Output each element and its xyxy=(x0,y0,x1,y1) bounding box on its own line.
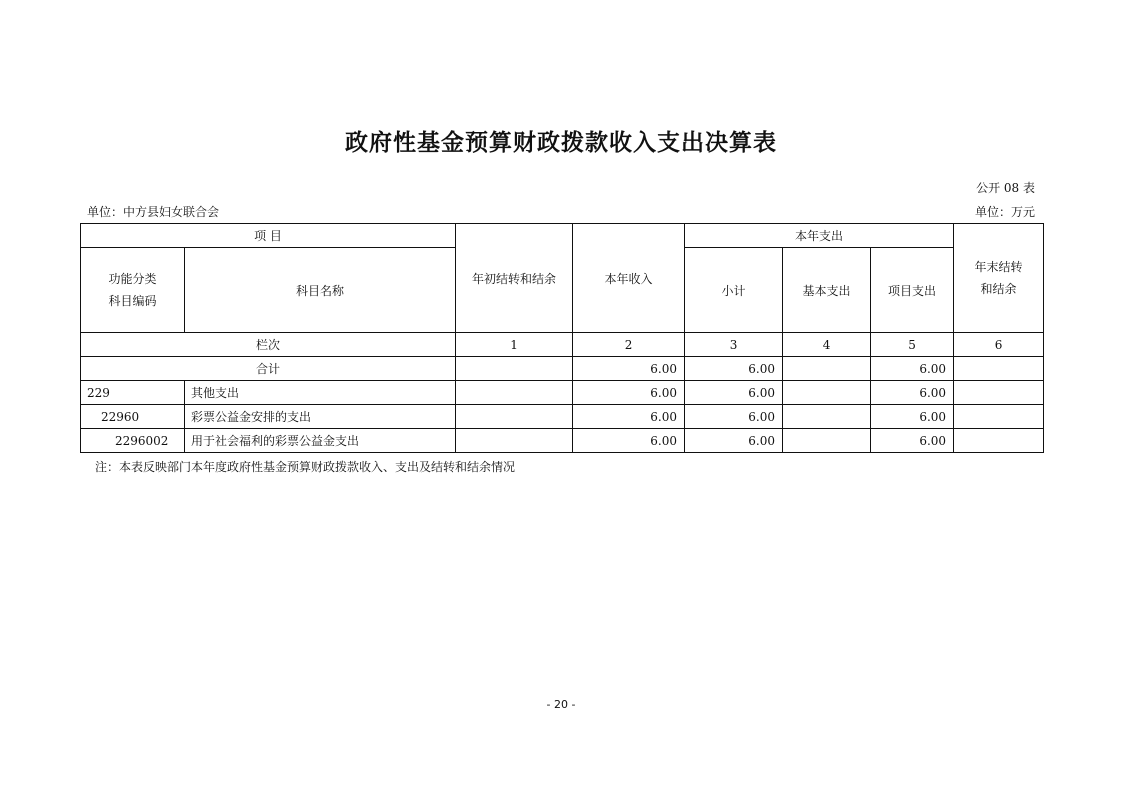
col-num-4: 4 xyxy=(783,333,871,357)
form-number: 公开 08 表 xyxy=(976,181,1035,195)
currency-unit: 单位：万元 xyxy=(974,205,1035,219)
row-opening xyxy=(456,429,573,453)
header-opening-balance: 年初结转和结余 xyxy=(456,224,573,333)
table-row xyxy=(81,429,1044,453)
row-name: 其他支出 xyxy=(185,381,456,405)
header-project: 项 目 xyxy=(81,224,456,248)
row-project: 6.00 xyxy=(871,405,954,429)
row-code: 2296002 xyxy=(81,429,185,453)
total-label: 合计 xyxy=(81,357,456,381)
column-number-row xyxy=(81,333,1044,357)
header-closing-balance-line2: 和结余 xyxy=(980,282,1017,296)
header-basic: 基本支出 xyxy=(783,248,871,333)
reporting-unit: 单位：中方县妇女联合会 xyxy=(87,205,220,219)
row-code: 229 xyxy=(81,381,185,405)
page-number: - 20 - xyxy=(546,698,576,711)
col-num-6: 6 xyxy=(954,333,1044,357)
budget-table xyxy=(80,223,1044,453)
row-basic xyxy=(783,429,871,453)
header-subject-name: 科目名称 xyxy=(185,248,456,333)
header-func-code xyxy=(81,248,185,333)
total-closing xyxy=(954,357,1044,381)
total-opening xyxy=(456,357,573,381)
col-num-3: 3 xyxy=(685,333,783,357)
row-income: 6.00 xyxy=(573,429,685,453)
page-title: 政府性基金预算财政拨款收入支出决算表 xyxy=(345,130,777,156)
total-income: 6.00 xyxy=(573,357,685,381)
row-name: 彩票公益金安排的支出 xyxy=(185,405,456,429)
row-name: 用于社会福利的彩票公益金支出 xyxy=(185,429,456,453)
header-closing-balance-line1: 年末结转 xyxy=(974,260,1023,274)
col-num-5: 5 xyxy=(871,333,954,357)
header-subtotal: 小计 xyxy=(685,248,783,333)
header-project-expense: 项目支出 xyxy=(871,248,954,333)
row-subtotal: 6.00 xyxy=(685,405,783,429)
header-expense: 本年支出 xyxy=(685,224,954,248)
row-opening xyxy=(456,381,573,405)
col-num-1: 1 xyxy=(456,333,573,357)
total-project: 6.00 xyxy=(871,357,954,381)
total-basic xyxy=(783,357,871,381)
row-closing xyxy=(954,405,1044,429)
row-income: 6.00 xyxy=(573,405,685,429)
table-row xyxy=(81,405,1044,429)
row-opening xyxy=(456,405,573,429)
col-num-2: 2 xyxy=(573,333,685,357)
row-income: 6.00 xyxy=(573,381,685,405)
header-closing-balance xyxy=(954,224,1044,333)
row-code: 22960 xyxy=(81,405,185,429)
row-project: 6.00 xyxy=(871,381,954,405)
row-project: 6.00 xyxy=(871,429,954,453)
header-func-code-line2: 科目编码 xyxy=(108,294,157,308)
row-subtotal: 6.00 xyxy=(685,429,783,453)
table-row xyxy=(81,381,1044,405)
row-basic xyxy=(783,381,871,405)
row-basic xyxy=(783,405,871,429)
row-closing xyxy=(954,381,1044,405)
total-subtotal: 6.00 xyxy=(685,357,783,381)
total-row xyxy=(81,357,1044,381)
col-label: 栏次 xyxy=(81,333,456,357)
table-note: 注：本表反映部门本年度政府性基金预算财政拨款收入、支出及结转和结余情况 xyxy=(95,460,516,474)
row-subtotal: 6.00 xyxy=(685,381,783,405)
header-income: 本年收入 xyxy=(573,224,685,333)
row-closing xyxy=(954,429,1044,453)
header-row-1 xyxy=(81,224,1044,248)
header-func-code-line1: 功能分类 xyxy=(108,272,157,286)
